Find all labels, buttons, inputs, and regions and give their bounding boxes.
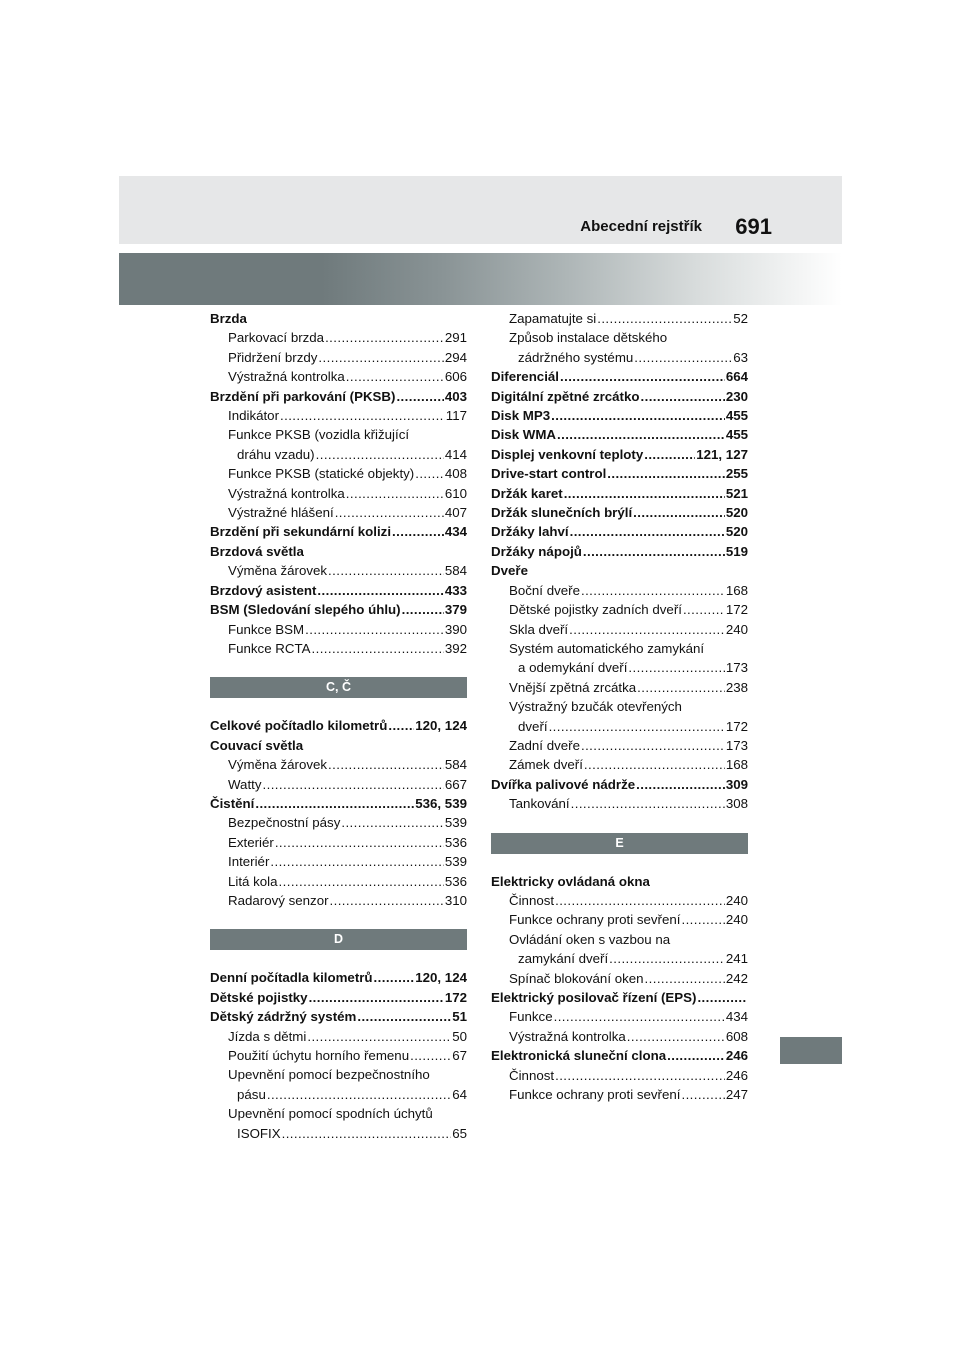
page-reference: 120, 124 xyxy=(415,718,467,734)
chapter-side-tab xyxy=(780,1037,842,1064)
index-subentry: Výstražný bzučák otevřených xyxy=(509,699,682,715)
entry-label: Elektrický posilovač řízení (EPS) xyxy=(491,990,697,1005)
section-header: D xyxy=(210,929,467,950)
entry-label: Indikátor xyxy=(228,408,279,424)
entry-label: Boční dveře xyxy=(509,582,580,598)
dot-leader xyxy=(641,387,725,406)
page-reference: 230 xyxy=(725,388,748,404)
index-subentry[interactable] xyxy=(210,406,467,425)
entry-label: Dětský zádržný systém xyxy=(210,1009,357,1025)
index-subentry[interactable] xyxy=(491,1066,748,1085)
dot-leader xyxy=(267,1085,451,1104)
index-subentry[interactable] xyxy=(491,581,748,600)
dot-leader xyxy=(318,348,443,367)
dot-leader xyxy=(305,620,444,639)
page-reference: 120, 124 xyxy=(415,970,467,986)
page-reference: 121, 127 xyxy=(696,446,748,462)
entry-label: Interiér xyxy=(228,854,270,870)
page-reference: 536, 539 xyxy=(415,795,467,811)
entry-label: Dětské pojistky xyxy=(210,989,308,1005)
page-reference: 610 xyxy=(444,485,467,501)
section-header: E xyxy=(491,833,748,854)
dot-leader xyxy=(263,775,444,794)
page-reference: 521 xyxy=(725,485,748,501)
index-subentry[interactable] xyxy=(491,658,748,677)
index-subentry[interactable] xyxy=(491,620,748,639)
dot-leader xyxy=(346,367,444,386)
page-reference: 520 xyxy=(725,524,748,540)
index-subentry[interactable] xyxy=(210,620,467,639)
page-reference: 310 xyxy=(444,892,467,908)
index-subentry[interactable] xyxy=(210,503,467,522)
index-subentry[interactable] xyxy=(210,755,467,774)
index-subentry[interactable] xyxy=(210,1046,467,1065)
page-reference: 519 xyxy=(725,543,748,559)
index-subentry: Upevnění pomocí spodních úchytů xyxy=(228,1106,433,1122)
dot-leader xyxy=(316,445,444,464)
index-subentry[interactable] xyxy=(210,328,467,347)
entry-label: Spínač blokování oken xyxy=(509,970,644,986)
index-entry[interactable] xyxy=(491,367,748,386)
index-entry[interactable] xyxy=(491,484,748,503)
index-entry[interactable] xyxy=(491,406,748,425)
dot-leader xyxy=(279,872,444,891)
index-subentry[interactable] xyxy=(491,309,748,328)
page-reference: 584 xyxy=(444,563,467,579)
index-entry[interactable] xyxy=(491,775,748,794)
index-subentry[interactable] xyxy=(491,1007,748,1026)
decorative-gradient-band xyxy=(119,253,842,305)
dot-leader xyxy=(341,813,443,832)
dot-leader xyxy=(312,639,444,658)
entry-label: BSM (Sledování slepého úhlu) xyxy=(210,602,401,618)
index-entry[interactable] xyxy=(210,581,467,600)
entry-label: Činnost xyxy=(509,892,555,908)
index-subentry[interactable] xyxy=(491,949,748,968)
dot-leader xyxy=(681,910,724,929)
index-entry[interactable] xyxy=(210,794,467,813)
entry-label: Výstražné hlášení xyxy=(228,505,334,521)
index-subentry[interactable] xyxy=(491,717,748,736)
page-reference: 667 xyxy=(444,776,467,792)
dot-leader xyxy=(551,406,725,425)
entry-label: Celkové počítadlo kilometrů xyxy=(210,718,388,734)
index-subentry[interactable] xyxy=(210,1085,467,1104)
entry-label: Brzdění při parkování (PKSB) xyxy=(210,388,396,404)
dot-leader xyxy=(549,717,725,736)
index-subentry[interactable] xyxy=(210,833,467,852)
entry-label: Činnost xyxy=(509,1067,555,1083)
dot-leader xyxy=(634,348,732,367)
dot-leader xyxy=(560,367,725,386)
index-subentry[interactable] xyxy=(210,367,467,386)
index-subentry[interactable] xyxy=(210,1027,467,1046)
page-reference: 539 xyxy=(444,815,467,831)
header-band xyxy=(119,176,842,244)
dot-leader xyxy=(392,522,444,541)
page-reference: 308 xyxy=(725,796,748,812)
entry-label: Držáky lahví xyxy=(491,524,569,540)
entry-label: Použití úchytu horního řemenu xyxy=(228,1048,410,1063)
dot-leader xyxy=(346,484,444,503)
page-reference: 309 xyxy=(725,776,748,792)
page-reference: 434 xyxy=(444,524,467,540)
page-reference: 408 xyxy=(444,466,467,482)
entry-label: Držák slunečních brýlí xyxy=(491,505,633,521)
page-reference: 414 xyxy=(444,446,467,462)
dot-leader xyxy=(402,600,444,619)
entry-label: Digitální zpětné zrcátko xyxy=(491,388,640,404)
page-reference: 455 xyxy=(725,427,748,443)
entry-label: Držáky nápojů xyxy=(491,543,582,559)
dot-leader xyxy=(636,775,725,794)
dot-leader xyxy=(317,581,443,600)
index-subentry[interactable] xyxy=(491,1085,748,1104)
index-subentry: Systém automatického zamykání xyxy=(509,640,705,656)
entry-label: Výměna žárovek xyxy=(228,757,328,773)
dot-leader xyxy=(554,1007,725,1026)
entry-label: Parkovací brzda xyxy=(228,330,325,346)
page-reference: 65 xyxy=(452,1125,467,1141)
index-entry[interactable] xyxy=(491,445,748,464)
index-subentry[interactable] xyxy=(210,484,467,503)
index-entry[interactable] xyxy=(491,522,748,541)
dot-leader xyxy=(570,522,725,541)
page-reference: 168 xyxy=(725,582,748,598)
page-reference: 294 xyxy=(444,349,467,365)
page-reference: 246 xyxy=(725,1067,748,1083)
index-subentry[interactable] xyxy=(491,891,748,910)
index-subentry: Funkce PKSB (vozidla křižující xyxy=(228,427,410,443)
entry-label: Jízda s dětmi xyxy=(228,1028,307,1044)
dot-leader xyxy=(645,969,725,988)
page-reference: 247 xyxy=(725,1087,748,1103)
page-reference: 168 xyxy=(725,757,748,773)
index-entry[interactable] xyxy=(210,988,467,1007)
dot-leader xyxy=(628,658,724,677)
entry-label: Diferenciál xyxy=(491,369,559,385)
entry-label: Vnější zpětná zrcátka xyxy=(509,679,637,695)
entry-label: Funkce PKSB (statické objekty) xyxy=(228,466,415,482)
entry-label: Funkce ochrany proti sevření xyxy=(509,912,681,928)
index-subentry: Způsob instalace dětského xyxy=(509,330,668,346)
index-heading: Brzda xyxy=(210,311,247,326)
page-reference: 390 xyxy=(444,621,467,637)
dot-leader xyxy=(396,387,443,406)
entry-label: Čistění xyxy=(210,795,255,811)
index-entry[interactable] xyxy=(210,968,467,987)
page-reference: 240 xyxy=(725,912,748,928)
entry-label: Tankování xyxy=(509,796,570,812)
entry-label: Denní počítadla kilometrů xyxy=(210,970,373,986)
dot-leader xyxy=(644,445,695,464)
page-reference: 172 xyxy=(444,989,467,1005)
page-reference: 117 xyxy=(445,408,467,424)
page-reference: 64 xyxy=(452,1086,467,1102)
index-subentry[interactable] xyxy=(210,813,467,832)
dot-leader xyxy=(564,484,725,503)
dot-leader xyxy=(683,600,725,619)
page-reference: 536 xyxy=(444,873,467,889)
index-entry[interactable] xyxy=(491,387,748,406)
entry-label: Výměna žárovek xyxy=(228,563,328,579)
dot-leader xyxy=(307,1027,451,1046)
dot-leader xyxy=(681,1085,724,1104)
entry-label: Brzdění při sekundární kolizi xyxy=(210,524,392,540)
index-entry[interactable] xyxy=(491,1046,748,1065)
page-reference: 255 xyxy=(725,466,748,482)
entry-label: Funkce RCTA xyxy=(228,640,311,656)
dot-leader xyxy=(581,581,725,600)
page-reference: 664 xyxy=(725,369,748,385)
index-subentry[interactable] xyxy=(210,872,467,891)
index-subentry[interactable] xyxy=(210,775,467,794)
dot-leader xyxy=(270,852,443,871)
entry-label: Displej venkovní teploty xyxy=(491,446,644,462)
page-reference: 50 xyxy=(452,1028,467,1044)
entry-label: pásu xyxy=(237,1086,266,1102)
page-reference: 434 xyxy=(725,1009,748,1025)
dot-leader xyxy=(357,1007,451,1026)
page-reference: 242 xyxy=(725,970,748,986)
page-reference: 173 xyxy=(725,737,748,753)
page-reference: 172 xyxy=(725,602,748,618)
index-subentry[interactable] xyxy=(210,891,467,910)
entry-label: ISOFIX xyxy=(237,1125,281,1141)
page-reference: 536 xyxy=(444,834,467,850)
dot-leader xyxy=(597,309,732,328)
dot-leader xyxy=(328,755,444,774)
entry-label: Funkce ochrany proti sevření xyxy=(509,1087,681,1103)
page-reference: 238 xyxy=(725,679,748,695)
entry-label: Disk WMA xyxy=(491,427,557,443)
page-reference: 241 xyxy=(725,951,748,967)
dot-leader xyxy=(374,968,415,987)
index-subentry[interactable] xyxy=(491,755,748,774)
page-reference: 520 xyxy=(725,505,748,521)
entry-label: a odemykání dveří xyxy=(518,660,628,676)
dot-leader xyxy=(583,542,725,561)
section-header: C, Č xyxy=(210,677,467,698)
index-subentry[interactable] xyxy=(210,852,467,871)
entry-label: zamykání dveří xyxy=(518,951,609,967)
dot-leader xyxy=(584,755,725,774)
page-reference: 51 xyxy=(452,1009,467,1025)
entry-label: Disk MP3 xyxy=(491,408,551,424)
entry-label: Dvířka palivové nádrže xyxy=(491,776,636,792)
entry-label: Zadní dveře xyxy=(509,737,580,753)
index-subentry[interactable] xyxy=(210,464,467,483)
index-entry[interactable] xyxy=(210,1007,467,1026)
dot-leader xyxy=(415,464,444,483)
index-subentry[interactable] xyxy=(491,600,748,619)
entry-label: Zapamatujte si xyxy=(509,311,597,326)
index-subentry[interactable] xyxy=(491,969,748,988)
index-subentry[interactable] xyxy=(210,348,467,367)
entry-label: Držák karet xyxy=(491,485,563,501)
entry-label: Drive-start control xyxy=(491,466,607,482)
index-subentry[interactable] xyxy=(210,639,467,658)
index-column-right xyxy=(491,309,748,1104)
index-entry[interactable] xyxy=(491,542,748,561)
dot-leader xyxy=(609,949,725,968)
entry-label: Brzdový asistent xyxy=(210,582,317,598)
index-subentry[interactable] xyxy=(491,794,748,813)
index-entry[interactable] xyxy=(210,600,467,619)
entry-label: Radarový senzor xyxy=(228,892,329,908)
dot-leader xyxy=(328,561,444,580)
index-heading: Brzdová světla xyxy=(210,543,304,559)
page-reference: 606 xyxy=(444,369,467,385)
index-subentry[interactable] xyxy=(210,445,467,464)
index-subentry[interactable] xyxy=(491,678,748,697)
dot-leader xyxy=(637,678,725,697)
page-reference: 240 xyxy=(725,892,748,908)
page-reference: 455 xyxy=(725,408,748,424)
dot-leader xyxy=(667,1046,725,1065)
page-reference: 52 xyxy=(733,311,748,326)
entry-label: Zámek dveří xyxy=(509,757,583,773)
index-subentry[interactable] xyxy=(210,1124,467,1143)
dot-leader xyxy=(555,1066,725,1085)
entry-label: Exteriér xyxy=(228,834,274,850)
page-reference: 392 xyxy=(444,640,467,656)
dot-leader xyxy=(633,503,725,522)
entry-label: Funkce xyxy=(509,1009,553,1025)
index-subentry: Upevnění pomocí bezpečnostního xyxy=(228,1067,430,1083)
entry-label: Skla dveří xyxy=(509,621,569,637)
index-entry[interactable] xyxy=(491,503,748,522)
dot-leader xyxy=(330,891,444,910)
page-reference: 240 xyxy=(725,621,748,637)
page-reference: 291 xyxy=(444,330,467,346)
page-number: 691 xyxy=(735,214,772,239)
page-reference: 539 xyxy=(444,854,467,870)
index-heading: Couvací světla xyxy=(210,737,304,753)
index-entry[interactable] xyxy=(210,522,467,541)
index-subentry[interactable] xyxy=(491,348,748,367)
page-reference: 403 xyxy=(444,388,467,404)
index-entry[interactable] xyxy=(491,988,748,1007)
dot-leader xyxy=(607,464,725,483)
index-heading: Elektricky ovládaná okna xyxy=(491,873,650,889)
page-reference: 67 xyxy=(452,1048,467,1063)
page-reference: 173 xyxy=(725,660,748,676)
dot-leader xyxy=(275,833,444,852)
dot-leader xyxy=(388,716,414,735)
dot-leader xyxy=(569,620,725,639)
page-reference: 584 xyxy=(444,757,467,773)
dot-leader xyxy=(571,794,725,813)
dot-leader xyxy=(255,794,414,813)
page-reference: 63 xyxy=(733,349,748,365)
index-subentry[interactable] xyxy=(491,910,748,929)
page-reference: 433 xyxy=(444,582,467,598)
dot-leader xyxy=(282,1124,452,1143)
index-heading: Dveře xyxy=(491,563,528,579)
index-entry[interactable] xyxy=(491,464,748,483)
dot-leader xyxy=(557,425,725,444)
dot-leader xyxy=(325,328,444,347)
page-reference: 379 xyxy=(444,602,467,618)
index-entry[interactable] xyxy=(491,425,748,444)
entry-label: Bezpečnostní pásy xyxy=(228,815,341,831)
entry-label: Dětské pojistky zadních dveří xyxy=(509,602,682,618)
dot-leader xyxy=(555,891,725,910)
dot-leader xyxy=(335,503,444,522)
entry-label: Výstražná kontrolka xyxy=(509,1028,626,1044)
dot-leader xyxy=(309,988,444,1007)
index-subentry: Ovládání oken s vazbou na xyxy=(509,931,671,947)
entry-label: Výstražná kontrolka xyxy=(228,485,345,501)
index-entry[interactable] xyxy=(210,387,467,406)
dot-leader xyxy=(627,1027,725,1046)
index-subentry[interactable] xyxy=(491,736,748,755)
page-reference: 608 xyxy=(725,1028,748,1044)
entry-label: Výstražná kontrolka xyxy=(228,369,345,385)
index-column-left xyxy=(210,309,467,1143)
entry-label: Funkce BSM xyxy=(228,621,305,637)
entry-label: Watty xyxy=(228,776,262,792)
entry-label: zádržného systému xyxy=(518,349,634,365)
entry-label: Přidržení brzdy xyxy=(228,349,318,365)
dot-leader xyxy=(697,988,747,1007)
page-reference: 407 xyxy=(444,505,467,521)
index-subentry[interactable] xyxy=(210,561,467,580)
dot-leader xyxy=(410,1046,451,1065)
index-subentry[interactable] xyxy=(491,1027,748,1046)
dot-leader xyxy=(581,736,725,755)
entry-label: dráhu vzadu) xyxy=(237,446,315,462)
dot-leader xyxy=(280,406,445,425)
entry-label: Elektronická sluneční clona xyxy=(491,1048,667,1064)
page-reference: 246 xyxy=(725,1048,748,1064)
entry-label: Litá kola xyxy=(228,873,278,889)
page-title: Abecední rejstřík xyxy=(580,218,702,235)
page-reference: 172 xyxy=(725,718,748,734)
index-entry[interactable] xyxy=(210,716,467,735)
entry-label: dveří xyxy=(518,718,548,734)
